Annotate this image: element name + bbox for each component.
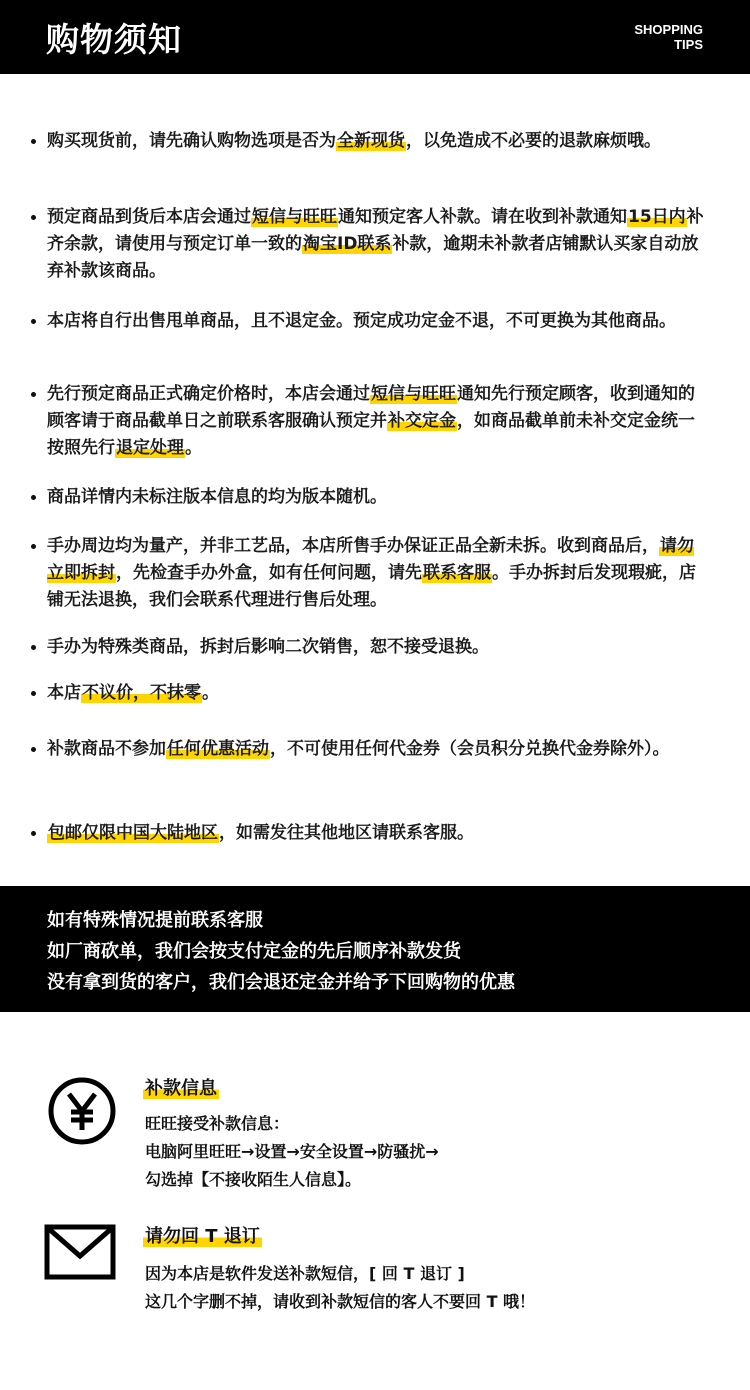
tip-text: 补款商品不参加 bbox=[47, 739, 166, 759]
highlighted-text: 补交定金 bbox=[388, 411, 456, 431]
bullet-icon bbox=[31, 747, 36, 752]
highlighted-text: 短信与旺旺 bbox=[371, 384, 456, 404]
payment-info-title: 补款信息 bbox=[145, 1078, 217, 1099]
highlighted-text: 包邮仅限中国大陆地区 bbox=[48, 823, 218, 843]
tip-text: ，以免造成不必要的退款麻烦哦。 bbox=[406, 131, 661, 151]
tip-text: 。 bbox=[202, 683, 219, 703]
tip-item bbox=[47, 736, 707, 763]
highlighted-text: 退定处理 bbox=[116, 438, 184, 458]
sms-notice-title: 请勿回 T 退订 bbox=[145, 1226, 260, 1247]
bullet-icon bbox=[31, 544, 36, 549]
payment-info-line-3: 勾选掉【不接收陌生人信息】。 bbox=[145, 1170, 362, 1189]
highlighted-text: 请勿立即拆封 bbox=[47, 536, 694, 583]
tip-text: 商品详情内未标注版本信息的均为版本随机。 bbox=[47, 487, 387, 507]
tip-item bbox=[47, 634, 707, 661]
tip-text: 。 bbox=[185, 438, 202, 458]
tip-text: ，如需发往其他地区请联系客服。 bbox=[219, 823, 474, 843]
tip-item bbox=[47, 308, 707, 335]
header-english-label bbox=[634, 22, 703, 52]
tip-item bbox=[47, 820, 707, 847]
yen-circle-icon bbox=[47, 1076, 117, 1146]
page-title: 购物须知 bbox=[46, 20, 182, 59]
envelope-icon bbox=[44, 1224, 116, 1280]
header-english-line1: SHOPPING bbox=[634, 22, 703, 37]
tip-text: ，不可使用任何代金券（会员积分兑换代金券除外）。 bbox=[270, 739, 670, 759]
tip-text: 通知先行预定顾客，收到通知的顾客请于商品截单日之前联系客服确认预定并 bbox=[47, 384, 695, 431]
highlighted-text: 任何优惠活动 bbox=[167, 739, 269, 759]
payment-info-line-1: 旺旺接受补款信息： bbox=[145, 1114, 290, 1133]
tip-item bbox=[47, 484, 707, 511]
tip-text: 本店 bbox=[47, 683, 81, 703]
tip-text: 本店将自行出售甩单商品，且不退定金。预定成功定金不退，不可更换为其他商品。 bbox=[47, 311, 676, 331]
bullet-icon bbox=[31, 139, 36, 144]
highlighted-text: 短信与旺旺 bbox=[252, 207, 337, 227]
sms-notice-line-2: 这几个字删不掉，请收到补款短信的客人不要回 T 哦！ bbox=[145, 1292, 536, 1311]
highlighted-text: 全新现货 bbox=[337, 131, 405, 151]
bullet-icon bbox=[31, 495, 36, 500]
tip-text: 手办周边均为量产，并非工艺品，本店所售手办保证正品全新未拆。收到商品后， bbox=[47, 536, 659, 556]
tip-text: 。手办拆封后发现瑕疵，店铺无法退换，我们会联系代理进行售后处理。 bbox=[47, 563, 696, 610]
bullet-icon bbox=[31, 392, 36, 397]
tip-text: 预定商品到货后本店会通过 bbox=[47, 207, 251, 227]
bullet-icon bbox=[31, 691, 36, 696]
bullet-icon bbox=[31, 215, 36, 220]
notice-line-3: 没有拿到货的客户，我们会退还定金并给予下回购物的优惠 bbox=[47, 972, 515, 993]
page-header bbox=[0, 0, 750, 74]
payment-info-line-2: 电脑阿里旺旺→设置→安全设置→防骚扰→ bbox=[145, 1142, 439, 1161]
tip-item bbox=[47, 204, 707, 285]
tip-item bbox=[47, 128, 707, 155]
header-english-line2: TIPS bbox=[674, 37, 703, 52]
tip-item bbox=[47, 533, 707, 614]
notice-line-1: 如有特殊情况提前联系客服 bbox=[47, 910, 263, 931]
tip-text: ，先检查手办外盒，如有任何问题，请先 bbox=[116, 563, 422, 583]
sms-notice-line-1: 因为本店是软件发送补款短信，[ 回 T 退订 ] bbox=[145, 1264, 465, 1283]
tip-text: 通知预定客人补款。请在收到补款通知 bbox=[338, 207, 627, 227]
highlighted-text: 不议价，不抹零 bbox=[82, 683, 201, 703]
bullet-icon bbox=[31, 831, 36, 836]
tip-item bbox=[47, 381, 707, 462]
highlighted-text: 淘宝ID联系 bbox=[303, 234, 392, 254]
tip-text: ，如商品截单前未补交定金统一按照先行 bbox=[47, 411, 695, 458]
highlighted-text: 联系客服 bbox=[423, 563, 491, 583]
highlighted-text: 15日内 bbox=[628, 207, 686, 227]
tip-text: 先行预定商品正式确定价格时，本店会通过 bbox=[47, 384, 370, 404]
bullet-icon bbox=[31, 319, 36, 324]
bullet-icon bbox=[31, 645, 36, 650]
notice-banner bbox=[0, 886, 750, 1012]
tip-text: 手办为特殊类商品，拆封后影响二次销售，恕不接受退换。 bbox=[47, 637, 489, 657]
tip-item bbox=[47, 680, 707, 707]
notice-line-2: 如厂商砍单，我们会按支付定金的先后顺序补款发货 bbox=[47, 941, 461, 962]
tip-text: 补齐余款，请使用与预定订单一致的 bbox=[47, 207, 704, 254]
tip-text: 购买现货前，请先确认购物选项是否为 bbox=[47, 131, 336, 151]
tip-text: 补款，逾期未补款者店铺默认买家自动放弃补款该商品。 bbox=[47, 234, 699, 281]
